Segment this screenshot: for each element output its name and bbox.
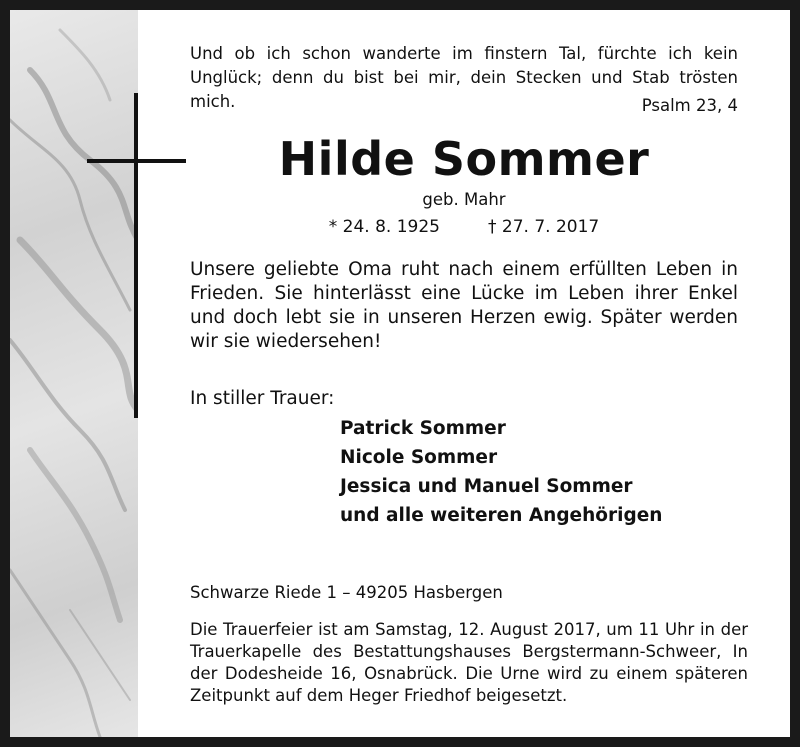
mourner-name: und alle weiteren Angehörigen — [340, 505, 663, 526]
funeral-details: Die Trauerfeier ist am Samstag, 12. August 2017, um 11 Uhr in der Trauerkapelle des Bestattungshauses Bergstermann-Schweer, In der Dodesheide 16, Osnabrück. Die Urne wird zu einem späteren Zeitpunkt auf dem Heger Friedhof beigesetzt. — [190, 620, 748, 705]
birth-name: geb. Mahr — [422, 190, 506, 209]
cross-horizontal-bar — [87, 159, 186, 163]
marble-texture-image — [10, 10, 138, 737]
mourner-name: Patrick Sommer — [340, 418, 506, 439]
birth-date: * 24. 8. 1925 — [328, 217, 440, 237]
life-dates — [190, 217, 738, 237]
family-address: Schwarze Riede 1 – 49205 Hasbergen — [190, 583, 503, 602]
deceased-name: Hilde Sommer — [278, 132, 650, 186]
mourning-label: In stiller Trauer: — [190, 388, 335, 409]
bible-verse: Und ob ich schon wanderte im finstern Tal, fürchte ich kein Unglück; denn du bist bei mir, dein Stecken und Stab trösten mich. — [190, 44, 738, 111]
cross-vertical-bar — [134, 93, 138, 418]
mourners-list — [340, 414, 662, 530]
verse-source: Psalm 23, 4 — [641, 96, 738, 115]
death-date: † 27. 7. 2017 — [488, 217, 600, 237]
family-message: Unsere geliebte Oma ruht nach einem erfüllten Leben in Frieden. Sie hinterlässt eine Lücke im Leben ihrer Enkel und doch lebt sie in unseren Herzen ewig. Später werden wir sie wiedersehen! — [190, 259, 738, 352]
mourner-name: Jessica und Manuel Sommer — [340, 476, 633, 497]
mourner-name: Nicole Sommer — [340, 447, 498, 468]
